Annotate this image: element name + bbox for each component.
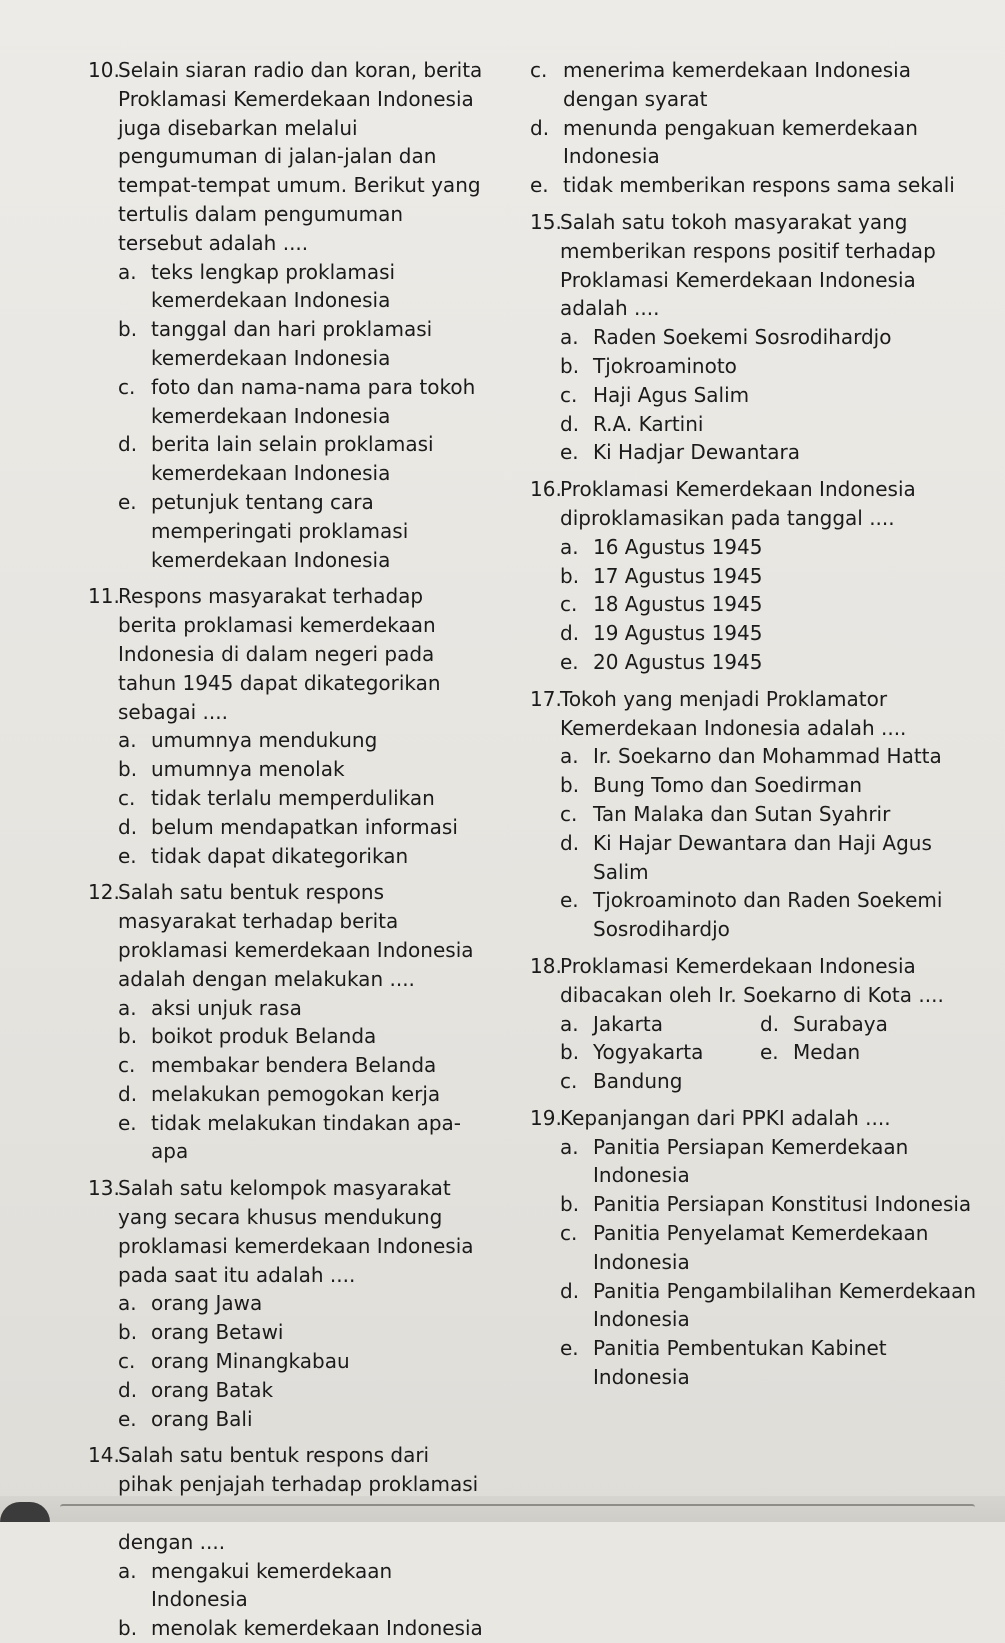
option[interactable]: d. orang Batak <box>118 1377 274 1402</box>
option[interactable]: e. Panitia Pembentukan Kabinet Indonesia <box>560 1336 887 1390</box>
option[interactable]: d. berita lain selain proklamasi kemerdekaan Indonesia <box>118 432 434 486</box>
option[interactable]: b. boikot produk Belanda <box>118 1024 377 1049</box>
option[interactable]: b. orang Betawi <box>118 1320 284 1345</box>
question-17: 17. Tokoh yang menjadi Proklamator Kemerdekaan Indonesia adalah .... a. Ir. Soekarno dan Mohammad Hatta b. Bung Tomo dan Soedirman c. Tan Malaka dan Sutan Syahrir d. Ki Hajar Dewantara dan Haji Agus Salim e. Tjokroaminoto dan Raden Soekemi Sosrodihardjo <box>530 685 985 944</box>
option[interactable]: e. tidak melakukan tindakan apa-apa <box>118 1110 462 1164</box>
option[interactable]: a. teks lengkap proklamasi kemerdekaan Indonesia <box>118 259 396 313</box>
option[interactable]: d. Panitia Pengambilalihan Kemerdekaan Indonesia <box>560 1278 977 1332</box>
option[interactable]: c. 18 Agustus 1945 <box>560 592 763 617</box>
option[interactable]: e. Tjokroaminoto dan Raden Soekemi Sosrodihardjo <box>560 888 943 942</box>
option[interactable]: d. belum mendapatkan informasi <box>118 814 458 839</box>
option[interactable]: c. Tan Malaka dan Sutan Syahrir <box>560 801 891 826</box>
option[interactable]: b. 17 Agustus 1945 <box>560 563 763 588</box>
option[interactable]: e. Medan <box>760 1040 861 1065</box>
option[interactable]: b. tanggal dan hari proklamasi kemerdekaan Indonesia <box>118 317 433 370</box>
option[interactable]: a. aksi unjuk rasa <box>118 995 302 1020</box>
option[interactable]: b. umumnya menolak <box>118 757 345 782</box>
option[interactable]: e. orang Bali <box>118 1406 253 1431</box>
option[interactable]: c. Haji Agus Salim <box>560 382 750 407</box>
option[interactable]: b. Bung Tomo dan Soedirman <box>560 773 863 798</box>
option-row <box>560 1038 985 1067</box>
option[interactable]: c. Bandung <box>560 1069 683 1094</box>
option[interactable]: a. umumnya mendukung <box>118 728 378 753</box>
option-row <box>560 1067 985 1096</box>
option[interactable]: a. Jakarta <box>560 1011 663 1036</box>
option[interactable]: d. menunda pengakuan kemerdekaan Indonesia <box>530 115 918 169</box>
option[interactable]: d. melakukan pemogokan kerja <box>118 1081 441 1106</box>
option[interactable]: e. tidak dapat dikategorikan <box>118 843 409 868</box>
question-12: 12. Salah satu bentuk respons masyarakat terhadap berita proklamasi kemerdekaan Indonesia adalah dengan melakukan .... a. aksi unjuk rasa b. boikot produk Belanda c. membakar bendera Belanda d. melakukan pemogokan kerja e. tidak melakukan tindakan apa-apa <box>88 878 488 1166</box>
option[interactable]: a. mengakui kemerdekaan Indonesia <box>118 1558 393 1612</box>
option[interactable]: b. Panitia Persiapan Konstitusi Indonesia <box>560 1192 972 1217</box>
option[interactable]: a. Ir. Soekarno dan Mohammad Hatta <box>560 744 942 769</box>
question-16: 16. Proklamasi Kemerdekaan Indonesia diproklamasikan pada tanggal .... a. 16 Agustus 1945 b. 17 Agustus 1945 c. 18 Agustus 1945 d. 19 Agustus 1945 e. 20 Agustus 1945 <box>530 475 985 677</box>
option[interactable]: c. menerima kemerdekaan Indonesia dengan syarat <box>530 58 911 111</box>
option[interactable]: e. petunjuk tentang cara memperingati proklamasi kemerdekaan Indonesia <box>118 489 409 572</box>
left-column <box>88 56 488 1643</box>
option[interactable]: b. menolak kemerdekaan Indonesia <box>118 1616 483 1641</box>
option-row <box>560 1010 985 1039</box>
option[interactable]: d. 19 Agustus 1945 <box>560 621 763 646</box>
option[interactable]: d. R.A. Kartini <box>560 411 704 436</box>
option[interactable]: e. tidak memberikan respons sama sekali <box>530 173 955 198</box>
option[interactable]: e. 20 Agustus 1945 <box>560 649 763 674</box>
option[interactable]: a. 16 Agustus 1945 <box>560 534 763 559</box>
option[interactable]: c. Panitia Penyelamat Kemerdekaan Indonesia <box>560 1221 929 1274</box>
question-14-continued <box>500 56 985 200</box>
option[interactable]: e. Ki Hadjar Dewantara <box>560 440 800 465</box>
option[interactable]: a. orang Jawa <box>118 1291 263 1316</box>
option[interactable]: b. Yogyakarta <box>560 1040 704 1065</box>
question-14: 14. Salah satu bentuk respons dari pihak penjajah terhadap proklamasi dengan .... a. mengakui kemerdekaan Indonesia b. menolak kemerdekaan Indonesia <box>88 1441 488 1643</box>
option[interactable]: d. Ki Hajar Dewantara dan Haji Agus Salim <box>560 830 932 884</box>
question-19: 19. Kepanjangan dari PPKI adalah .... a. Panitia Persiapan Kemerdekaan Indonesia b. Panitia Persiapan Konstitusi Indonesia c. Panitia Penyelamat Kemerdekaan Indonesia d. Panitia Pengambilalihan Kemerdekaan Indonesia e. Panitia Pembentukan Kabinet Indonesia <box>530 1104 985 1392</box>
right-column <box>530 56 985 1392</box>
option[interactable]: c. tidak terlalu memperdulikan <box>118 785 435 810</box>
footer-rule <box>60 1504 975 1510</box>
question-18: 18. Proklamasi Kemerdekaan Indonesia dibacakan oleh Ir. Soekarno di Kota .... a. Jakarta d. Surabaya b. Yogyakarta e. Medan c. Bandung <box>530 952 985 1096</box>
question-11: 11. Respons masyarakat terhadap berita proklamasi kemerdekaan Indonesia di dalam negeri pada tahun 1945 dapat dikategorikan sebagai .... a. umumnya mendukung b. umumnya menolak c. tidak terlalu memperdulikan d. belum mendapatkan informasi e. tidak dapat dikategorikan <box>88 582 488 870</box>
option[interactable]: c. membakar bendera Belanda <box>118 1053 437 1078</box>
question-15: 15. Salah satu tokoh masyarakat yang memberikan respons positif terhadap Proklamasi Kemerdekaan Indonesia adalah .... a. Raden Soekemi Sosrodihardjo b. Tjokroaminoto c. Haji Agus Salim d. R.A. Kartini e. Ki Hadjar Dewantara <box>530 208 985 467</box>
option[interactable]: b. Tjokroaminoto <box>560 353 737 378</box>
option[interactable]: c. foto dan nama-nama para tokoh kemerdekaan Indonesia <box>118 374 476 428</box>
question-13: 13. Salah satu kelompok masyarakat yang secara khusus mendukung proklamasi kemerdekaan Indonesia pada saat itu adalah .... a. orang Jawa b. orang Betawi c. orang Minangkabau d. orang Batak e. orang Bali <box>88 1174 488 1433</box>
option[interactable]: c. orang Minangkabau <box>118 1349 350 1374</box>
question-10: 10. Selain siaran radio dan koran, berita Proklamasi Kemerdekaan Indonesia juga disebarkan melalui pengumuman di jalan-jalan dan tempat-tempat umum. Berikut yang tertulis dalam pengumuman tersebut adalah .... a. teks lengkap proklamasi kemerdekaan Indonesia b. tanggal dan hari proklamasi kemerdekaan Indonesia c. foto dan nama-nama para tokoh kemerdekaan Indonesia d. berita lain selain proklamasi kemerdekaan Indonesia e. petunjuk tentang cara memperingati proklamasi kemerdekaan Indonesia <box>88 56 488 574</box>
option[interactable]: d. Surabaya <box>760 1011 888 1036</box>
option[interactable]: a. Panitia Persiapan Kemerdekaan Indonesia <box>560 1134 909 1188</box>
option[interactable]: a. Raden Soekemi Sosrodihardjo <box>560 325 892 350</box>
